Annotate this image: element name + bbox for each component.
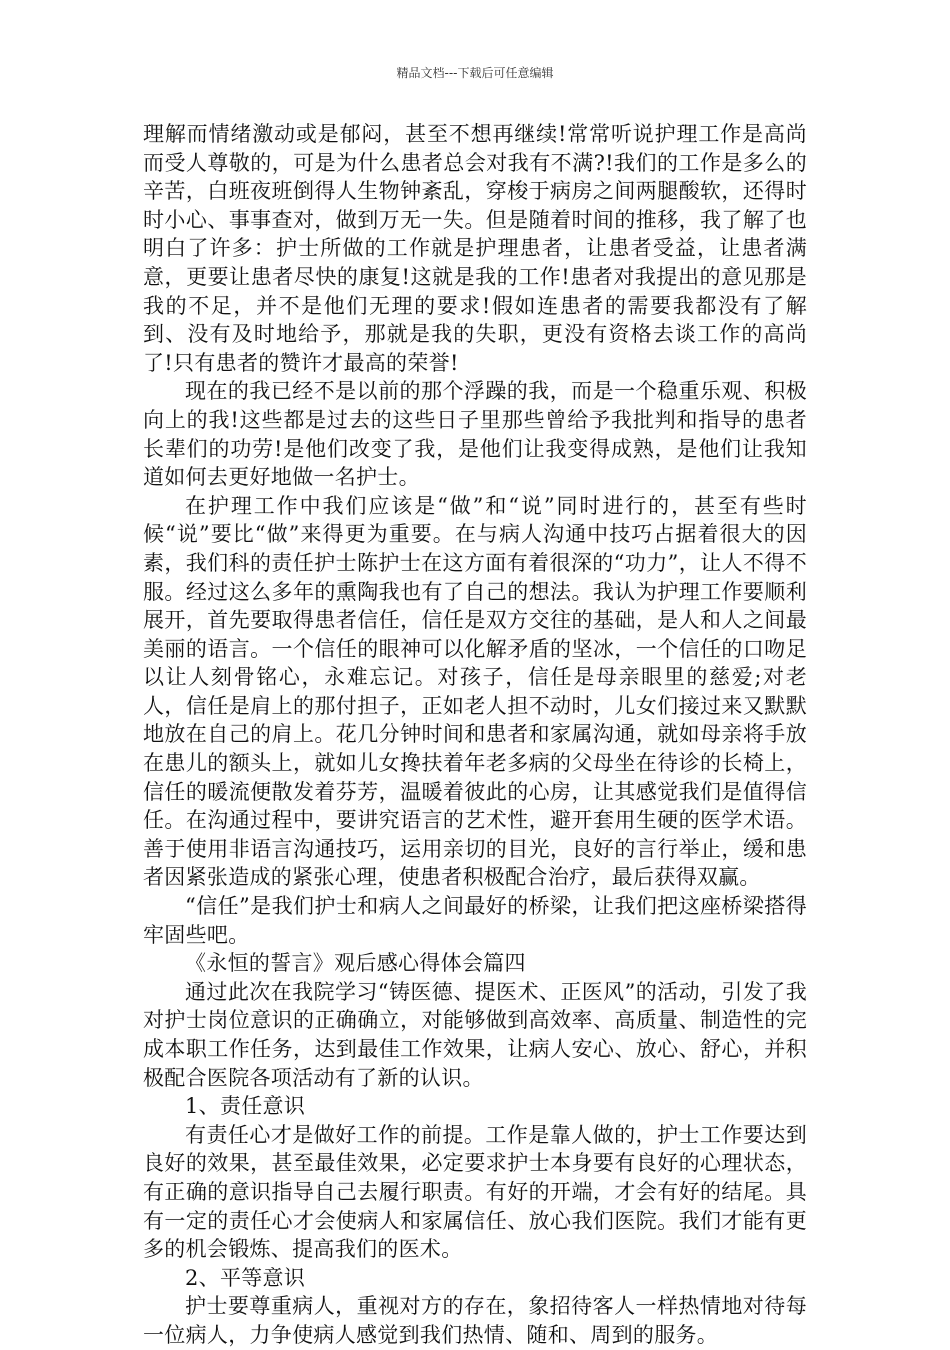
paragraph: 有责任心才是做好工作的前提。工作是靠人做的，护士工作要达到良好的效果，甚至最佳效果，必定要求护士本身要有良好的心理状态，有正确的意识指导自己去履行职责。有好的开端，才会有好的结尾。具有一定的责任心才会使病人和家属信任、放心我们医院。我们才能有更多的机会锻炼、提高我们的医术。 xyxy=(143,1122,807,1262)
paragraph: 护士要尊重病人，重视对方的存在，象招待客人一样热情地对待每一位病人，力争使病人感觉到我们热情、随和、周到的服务。 xyxy=(143,1294,807,1347)
paragraph-continuation: 理解而情绪激动或是郁闷，甚至不想再继续!常常听说护理工作是高尚而受人尊敬的，可是为什么患者总会对我有不满?!我们的工作是多么的辛苦，白班夜班倒得人生物钟紊乱，穿梭于病房之间两腿酸软，还得时时小心、事事查对，做到万无一失。但是随着时间的推移，我了解了也明白了许多：护士所做的工作就是护理患者，让患者受益，让患者满意，更要让患者尽快的康复!这就是我的工作!患者对我提出的意见那是我的不足，并不是他们无理的要求!假如连患者的需要我都没有了解到、没有及时地给予，那就是我的失职，更没有资格去谈工作的高尚了!只有患者的赞许才最高的荣誉! xyxy=(143,122,807,375)
subsection-heading: 2、平等意识 xyxy=(185,1265,306,1290)
paragraph: “信任”是我们护士和病人之间最好的桥梁，让我们把这座桥梁搭得牢固些吧。 xyxy=(143,894,807,947)
document-body xyxy=(143,120,807,1350)
paragraph: 通过此次在我院学习“铸医德、提医术、正医风”的活动，引发了我对护士岗位意识的正确确立，对能够做到高效率、高质量、制造性的完成本职工作任务，达到最佳工作效果，让病人安心、放心、舒心，并积极配合医院各项活动有了新的认识。 xyxy=(143,979,807,1090)
page-header: 精品文档---下载后可任意编辑 xyxy=(396,66,554,80)
paragraph: 在护理工作中我们应该是“做”和“说”同时进行的，甚至有些时候“说”要比“做”来得更为重要。在与病人沟通中技巧占据着很大的因素，我们科的责任护士陈护士在这方面有着很深的“功力”，让人不得不服。经过这么多年的熏陶我也有了自己的想法。我认为护理工作要顺利展开，首先要取得患者信任，信任是双方交往的基础，是人和人之间最美丽的语言。一个信任的眼神可以化解矛盾的坚冰，一个信任的口吻足以让人刻骨铭心，永难忘记。对孩子，信任是母亲眼里的慈爱;对老人，信任是肩上的那付担子，正如老人担不动时，儿女们接过来又默默地放在自己的肩上。花几分钟时间和患者和家属沟通，就如母亲将手放在患儿的额头上，就如儿女搀扶着年老多病的父母坐在待诊的长椅上，信任的暖流便散发着芬芳，温暖着彼此的心房，让其感觉我们是值得信任。在沟通过程中，要讲究语言的艺术性，避开套用生硬的医学术语。善于使用非语言沟通技巧，运用亲切的目光，良好的言行举止，缓和患者因紧张造成的紧张心理，使患者积极配合治疗，最后获得双赢。 xyxy=(143,493,807,890)
section-title: 《永恒的誓言》观后感心得体会篇四 xyxy=(185,951,526,976)
paragraph: 现在的我已经不是以前的那个浮躁的我，而是一个稳重乐观、积极向上的我!这些都是过去的这些日子里那些曾给予我批判和指导的患者长辈们的功劳!是他们改变了我，是他们让我变得成熟，是他们让我知道如何去更好地做一名护士。 xyxy=(143,379,807,490)
subsection-heading: 1、责任意识 xyxy=(185,1094,306,1119)
